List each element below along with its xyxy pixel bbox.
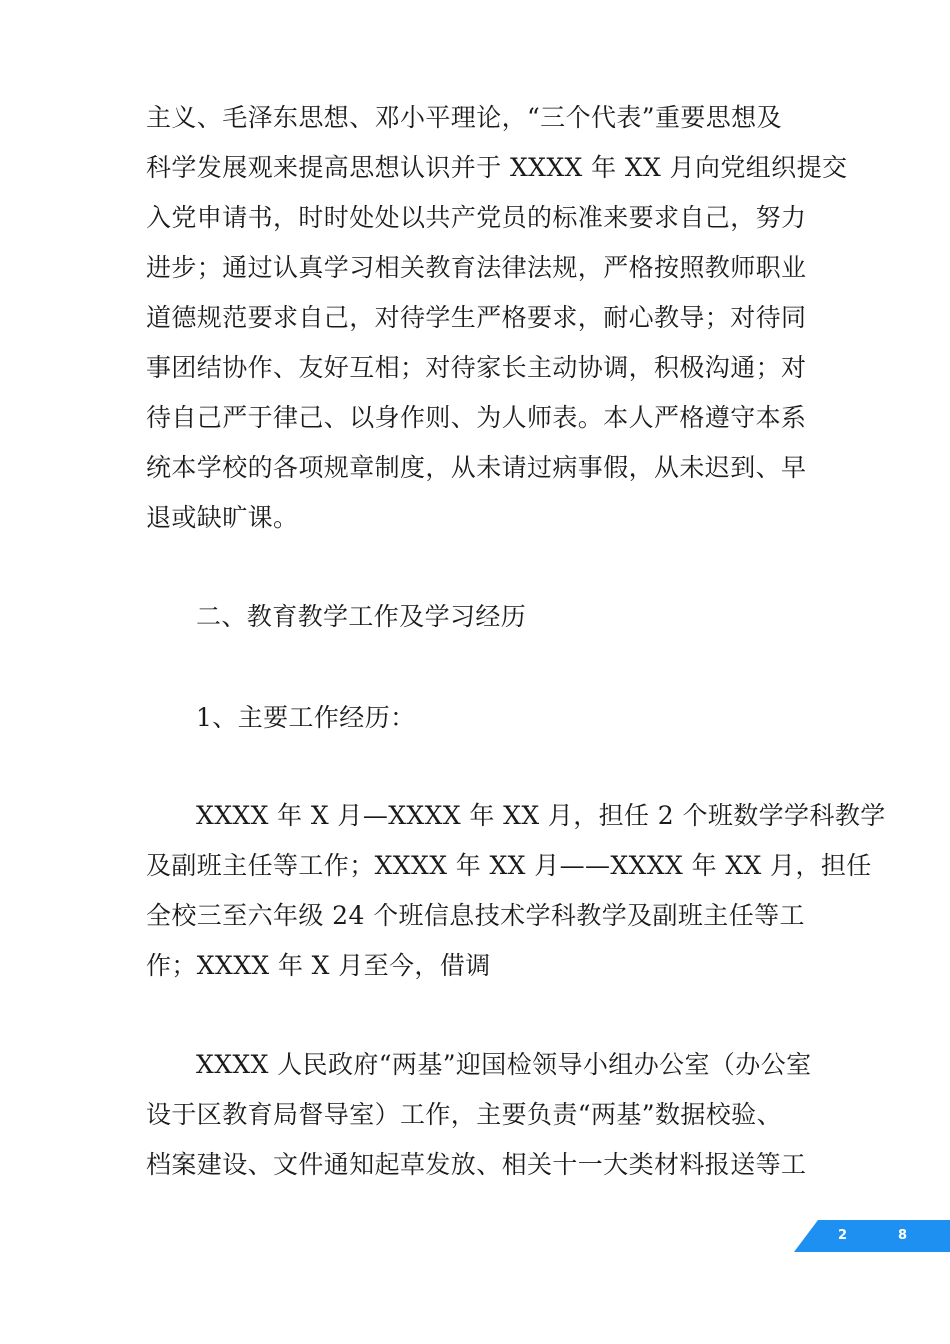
paragraph-1-line-8: 统本学校的各项规章制度，从未请过病事假，从未迟到、早: [146, 453, 807, 482]
paragraph-1-line-7: 待自己严于律己、以身作则、为人师表。本人严格遵守本系: [146, 403, 807, 432]
section-heading: 二、教育教学工作及学习经历: [196, 602, 527, 631]
page-number-total: 8: [898, 1228, 908, 1243]
subsection-heading: 1、主要工作经历：: [196, 703, 416, 732]
paragraph-2-line-2: 及副班主任等工作；XXXX 年 XX 月——XXXX 年 XX 月，担任: [146, 851, 872, 880]
paragraph-1-line-5: 道德规范要求自己，对待学生严格要求，耐心教导；对待同: [146, 303, 807, 332]
paragraph-3-line-2: 设于区教育局督导室）工作，主要负责“两基”数据校验、: [146, 1100, 782, 1129]
paragraph-3-line-1: XXXX 人民政府“两基”迎国检领导小组办公室（办公室: [196, 1050, 812, 1079]
paragraph-3-line-3: 档案建设、文件通知起草发放、相关十一大类材料报送等工: [146, 1150, 807, 1179]
paragraph-1-line-6: 事团结协作、友好互相；对待家长主动协调，积极沟通；对: [146, 353, 807, 382]
paragraph-1-line-2: 科学发展观来提高思想认识并于 XXXX 年 XX 月向党组织提交: [146, 153, 848, 182]
paragraph-2-line-1: XXXX 年 X 月—XXXX 年 XX 月，担任 2 个班数学学科教学: [196, 801, 886, 830]
paragraph-1-line-9: 退或缺旷课。: [146, 503, 299, 532]
page-number-tab: [794, 1220, 950, 1252]
paragraph-2-line-3: 全校三至六年级 24 个班信息技术学科教学及副班主任等工: [146, 901, 805, 930]
paragraph-1-line-4: 进步；通过认真学习相关教育法律法规，严格按照教师职业: [146, 253, 807, 282]
paragraph-2-line-4: 作；XXXX 年 X 月至今，借调: [146, 951, 491, 980]
paragraph-1-line-1: 主义、毛泽东思想、邓小平理论，“三个代表”重要思想及: [146, 103, 782, 132]
page-number-current: 2: [838, 1228, 848, 1243]
paragraph-1-line-3: 入党申请书，时时处处以共产党员的标准来要求自己，努力: [146, 203, 807, 232]
